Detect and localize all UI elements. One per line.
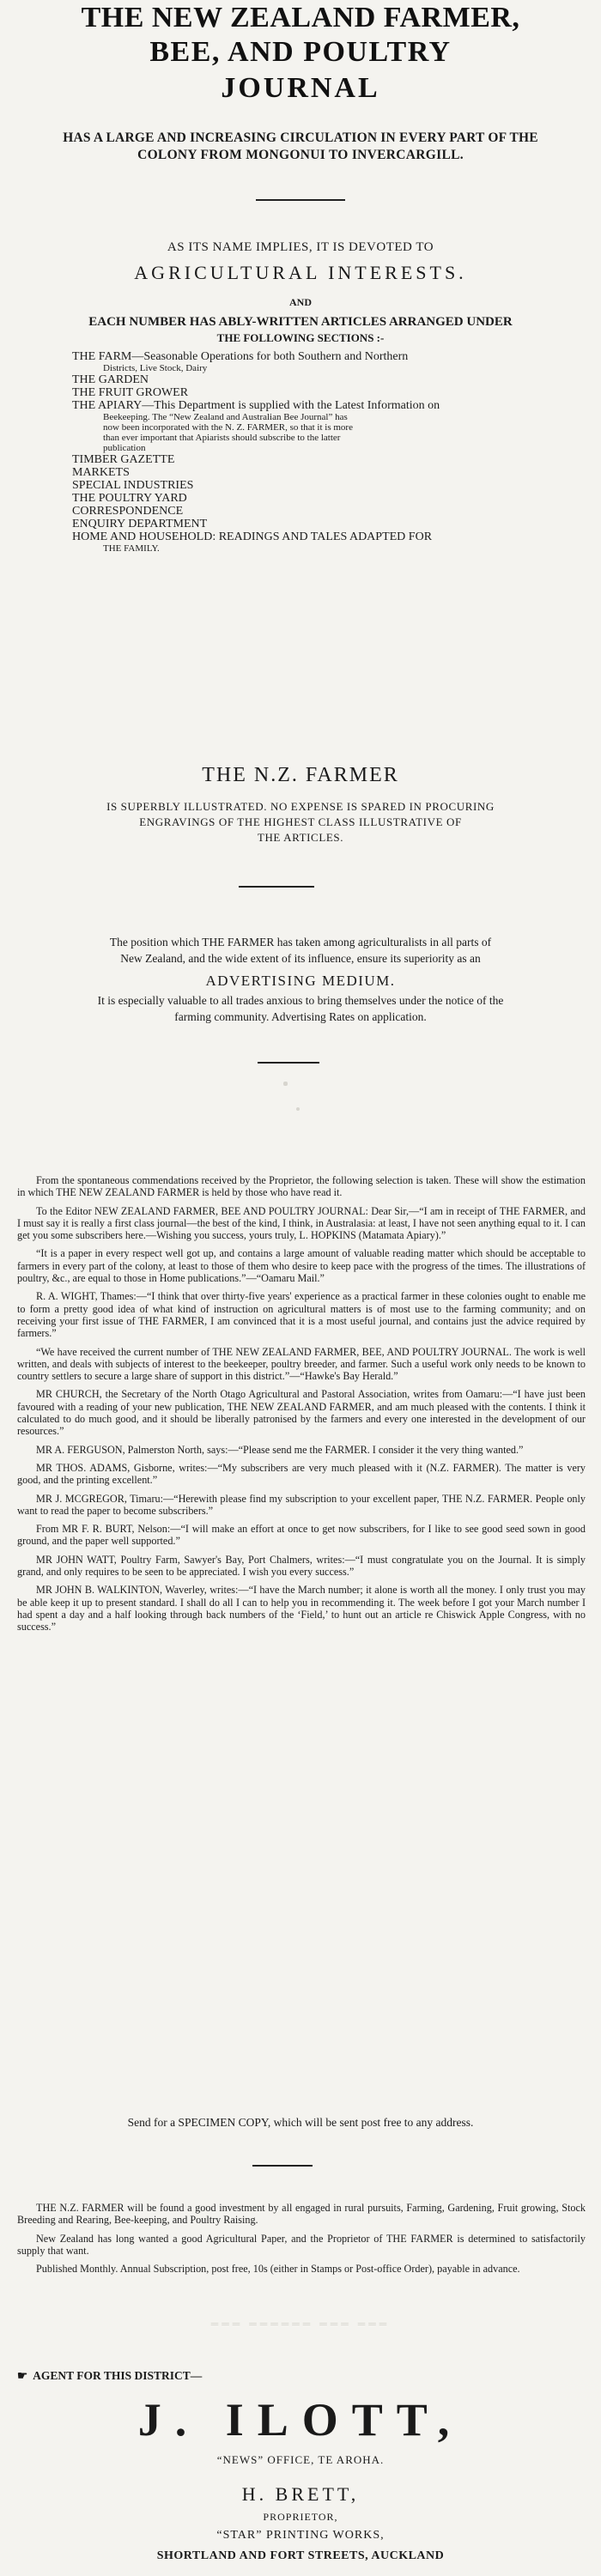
illustrated-line-2: ENGRAVINGS OF THE HIGHEST CLASS ILLUSTRATIVE OF — [139, 815, 462, 828]
testimonials-intro: From the spontaneous commendations received by the Proprietor, the following selection is taken. These will show the estimation in which THE NEW ZEALAND FARMER is held by those who have read it. — [17, 1174, 586, 1199]
section-garden: THE GARDEN — [72, 373, 149, 386]
print-bleed-mark — [296, 1107, 300, 1111]
section-apiary-sub-4: publication — [103, 443, 146, 453]
section-markets: MARKETS — [72, 466, 130, 479]
divider — [252, 2165, 313, 2167]
publisher-name: H. BRETT, — [241, 2483, 360, 2505]
section-fruit: THE FRUIT GROWER — [72, 386, 189, 399]
section-enquiry: ENQUIRY DEPARTMENT — [72, 518, 208, 530]
closing-paragraph: THE N.Z. FARMER will be found a good investment by all engaged in rural pursuits, Farming, Gardening, Fruit growing, Stock Breeding and Rearing, Bee-keeping, and Poultry Raising. — [17, 2202, 586, 2227]
devoted-and: AND — [289, 296, 312, 308]
agent-office: “NEWS” OFFICE, TE AROHA. — [216, 2453, 385, 2466]
advertising-line-2: New Zealand, and the wide extent of its influence, ensure its superiority as an — [120, 952, 481, 965]
testimonials — [17, 1174, 586, 1640]
divider — [256, 199, 345, 201]
publisher-works: “STAR” PRINTING WORKS, — [216, 2529, 385, 2542]
section-poultry: THE POULTRY YARD — [72, 492, 187, 505]
advertising-line-1: The position which THE FARMER has taken among agriculturalists in all parts of — [109, 936, 492, 949]
section-apiary-sub-3: than ever important that Apiarists should subscribe to the latter — [103, 433, 341, 443]
print-bleed-mark — [283, 1082, 288, 1086]
bleed-through-text — [172, 2318, 429, 2331]
closing-notes — [17, 2202, 586, 2281]
section-farm-sub: Districts, Live Stock, Dairy — [103, 363, 208, 373]
closing-paragraph: New Zealand has long wanted a good Agricultural Paper, and the Proprietor of THE FARMER is determined to satisfactorily supply that want. — [17, 2232, 586, 2257]
section-farm: THE FARM—Seasonable Operations for both Southern and Northern — [72, 350, 409, 363]
testimonial: MR THOS. ADAMS, Gisborne, writes:—“My subscribers are very much pleased with it (N.Z. FARMER). The matter is very good, and the printing excellent.” — [17, 1461, 586, 1487]
illustrated-title: THE N.Z. FARMER — [202, 764, 399, 786]
circulation-line-1: HAS A LARGE AND INCREASING CIRCULATION IN EVERY PART OF THE — [63, 130, 538, 145]
agent-name: J. ILOTT, — [137, 2394, 464, 2446]
pointing-hand-icon: ☛ — [17, 2369, 28, 2382]
testimonial: From MR F. R. BURT, Nelson:—“I will make an effort at once to get now subscribers, for I like to see good seed sown in good ground, and the paper well supported.” — [17, 1523, 586, 1548]
devoted-line-4: THE FOLLOWING SECTIONS :- — [216, 331, 385, 344]
sections-list — [72, 350, 587, 554]
circulation-line-2: COLONY FROM MONGONUI TO INVERCARGILL. — [137, 148, 464, 162]
masthead-line-1: THE NEW ZEALAND FARMER, — [81, 2, 520, 33]
agent-row — [17, 2369, 601, 2383]
publisher-role: PROPRIETOR, — [263, 2511, 338, 2523]
section-home-sub: THE FAMILY. — [103, 543, 160, 554]
section-apiary-sub-2: now been incorporated with the N. Z. FARMER, so that it is more — [103, 422, 353, 433]
testimonial: MR J. MCGREGOR, Timaru:—“Herewith please find my subscription to your excellent paper, THE N.Z. FARMER. People only want to read the paper to become subscribers.” — [17, 1492, 586, 1517]
devoted-line-3: EACH NUMBER HAS ABLY-WRITTEN ARTICLES ARRANGED UNDER — [88, 315, 513, 329]
specimen-offer: Send for a SPECIMEN COPY, which will be sent post free to any address. — [127, 2116, 474, 2129]
testimonial: “It is a paper in every respect well got up, and contains a large amount of valuable reading matter which should be acceptable to farmers in every part of the colony, at least to those of them who desire to keep pace with the progress of the times. The illustrations of poultry, &c., are equal to those in Home publications.”—“Oamaru Mail.” — [17, 1247, 586, 1285]
section-apiary-sub-1: Beekeeping. The “New Zealand and Australian Bee Journal” has — [103, 412, 348, 422]
masthead-line-3: JOURNAL — [221, 72, 380, 104]
divider — [239, 886, 314, 888]
publisher-address: SHORTLAND AND FORT STREETS, AUCKLAND — [156, 2549, 445, 2562]
illustrated-line-3: THE ARTICLES. — [257, 831, 344, 844]
section-home: HOME AND HOUSEHOLD: READINGS AND TALES ADAPTED FOR — [72, 530, 433, 543]
masthead-line-2: BEE, AND POULTRY — [149, 36, 452, 68]
testimonial: R. A. WIGHT, Thames:—“I think that over thirty-five years' experience as a practical farmer in these colonies ought to enable me to form a pretty good idea of what kind of instruction on agricultural matters is of most use to the farming community; and on receiving your first issue of THE FARMER, I am convinced that it is a most useful journal, and contains just the advice required by farmers.” — [17, 1290, 586, 1340]
testimonial: To the Editor NEW ZEALAND FARMER, BEE AND POULTRY JOURNAL: Dear Sir,—“I am in receipt of THE FARMER, and I must say it is really a first class journal—the best of the kind, I think, in Australasia: at least, I have not seen anything equal to it. I can get you some subscribers here.—Wishing you success, yours truly, L. HOPKINS (Matamata Apiary).” — [17, 1204, 586, 1242]
devoted-line-1: AS ITS NAME IMPLIES, IT IS DEVOTED TO — [167, 240, 434, 254]
section-apiary: THE APIARY—This Department is supplied with the Latest Information on — [72, 399, 440, 412]
divider — [258, 1062, 319, 1064]
testimonial: “We have received the current number of THE NEW ZEALAND FARMER, BEE, AND POULTRY JOURNAL. The work is well written, and deals with subjects of interest to the beekeeper, poultry breeder, and farmer. Such a useful work only needs to be known to country settlers to secure a large share of support in this district.”—“Hawke's Bay Herald.” — [17, 1345, 586, 1383]
agent-label: AGENT FOR THIS DISTRICT— — [33, 2369, 203, 2382]
testimonial: MR JOHN B. WALKINTON, Waverley, writes:—“I have the March number; it alone is worth all the money. I only trust you may be able keep it up to present standard. I shall do all I can to help you in recommending it. The week before I got your March number I had spent a day and a half looking through back numbers of the ‘Field,’ to hunt out an article re Chiswick Apple Congress, with no success.” — [17, 1584, 586, 1633]
section-timber: TIMBER GAZETTE — [72, 453, 175, 466]
illustrated-line-1: IS SUPERBLY ILLUSTRATED. NO EXPENSE IS SPARED IN PROCURING — [106, 800, 495, 813]
advertising-line-3: It is especially valuable to all trades anxious to bring themselves under the notice of the — [97, 994, 504, 1007]
testimonial: MR CHURCH, the Secretary of the North Otago Agricultural and Pastoral Association, writes from Oamaru:—“I have just been favoured with a reading of your new publication, THE NEW ZEALAND FARMER, and am much pleased with the contents. I think it calculated to do much good, and it should be liberally patronised by the farmers and every one interested in the development of our resources.” — [17, 1388, 586, 1438]
bleed-through-text: ═══ ══════ ═══ ═══ — [210, 2318, 391, 2330]
advertising-line-4: farming community. Advertising Rates on application. — [174, 1010, 427, 1023]
closing-paragraph: Published Monthly. Annual Subscription, post free, 10s (either in Stamps or Post-office Order), payable in advance. — [36, 2263, 520, 2276]
testimonial: MR JOHN WATT, Poultry Farm, Sawyer's Bay, Port Chalmers, writes:—“I must congratulate you on the Journal. It is simply grand, and only requires to be seen to be appreciated. I wish you every success.” — [17, 1553, 586, 1579]
section-industries: SPECIAL INDUSTRIES — [72, 479, 194, 492]
testimonial: MR A. FERGUSON, Palmerston North, says:—“Please send me the FARMER. I consider it the very thing wanted.” — [36, 1443, 524, 1456]
devoted-heading: AGRICULTURAL INTERESTS. — [134, 262, 467, 283]
advertising-heading: ADVERTISING MEDIUM. — [205, 973, 396, 989]
section-correspondence: CORRESPONDENCE — [72, 505, 184, 518]
